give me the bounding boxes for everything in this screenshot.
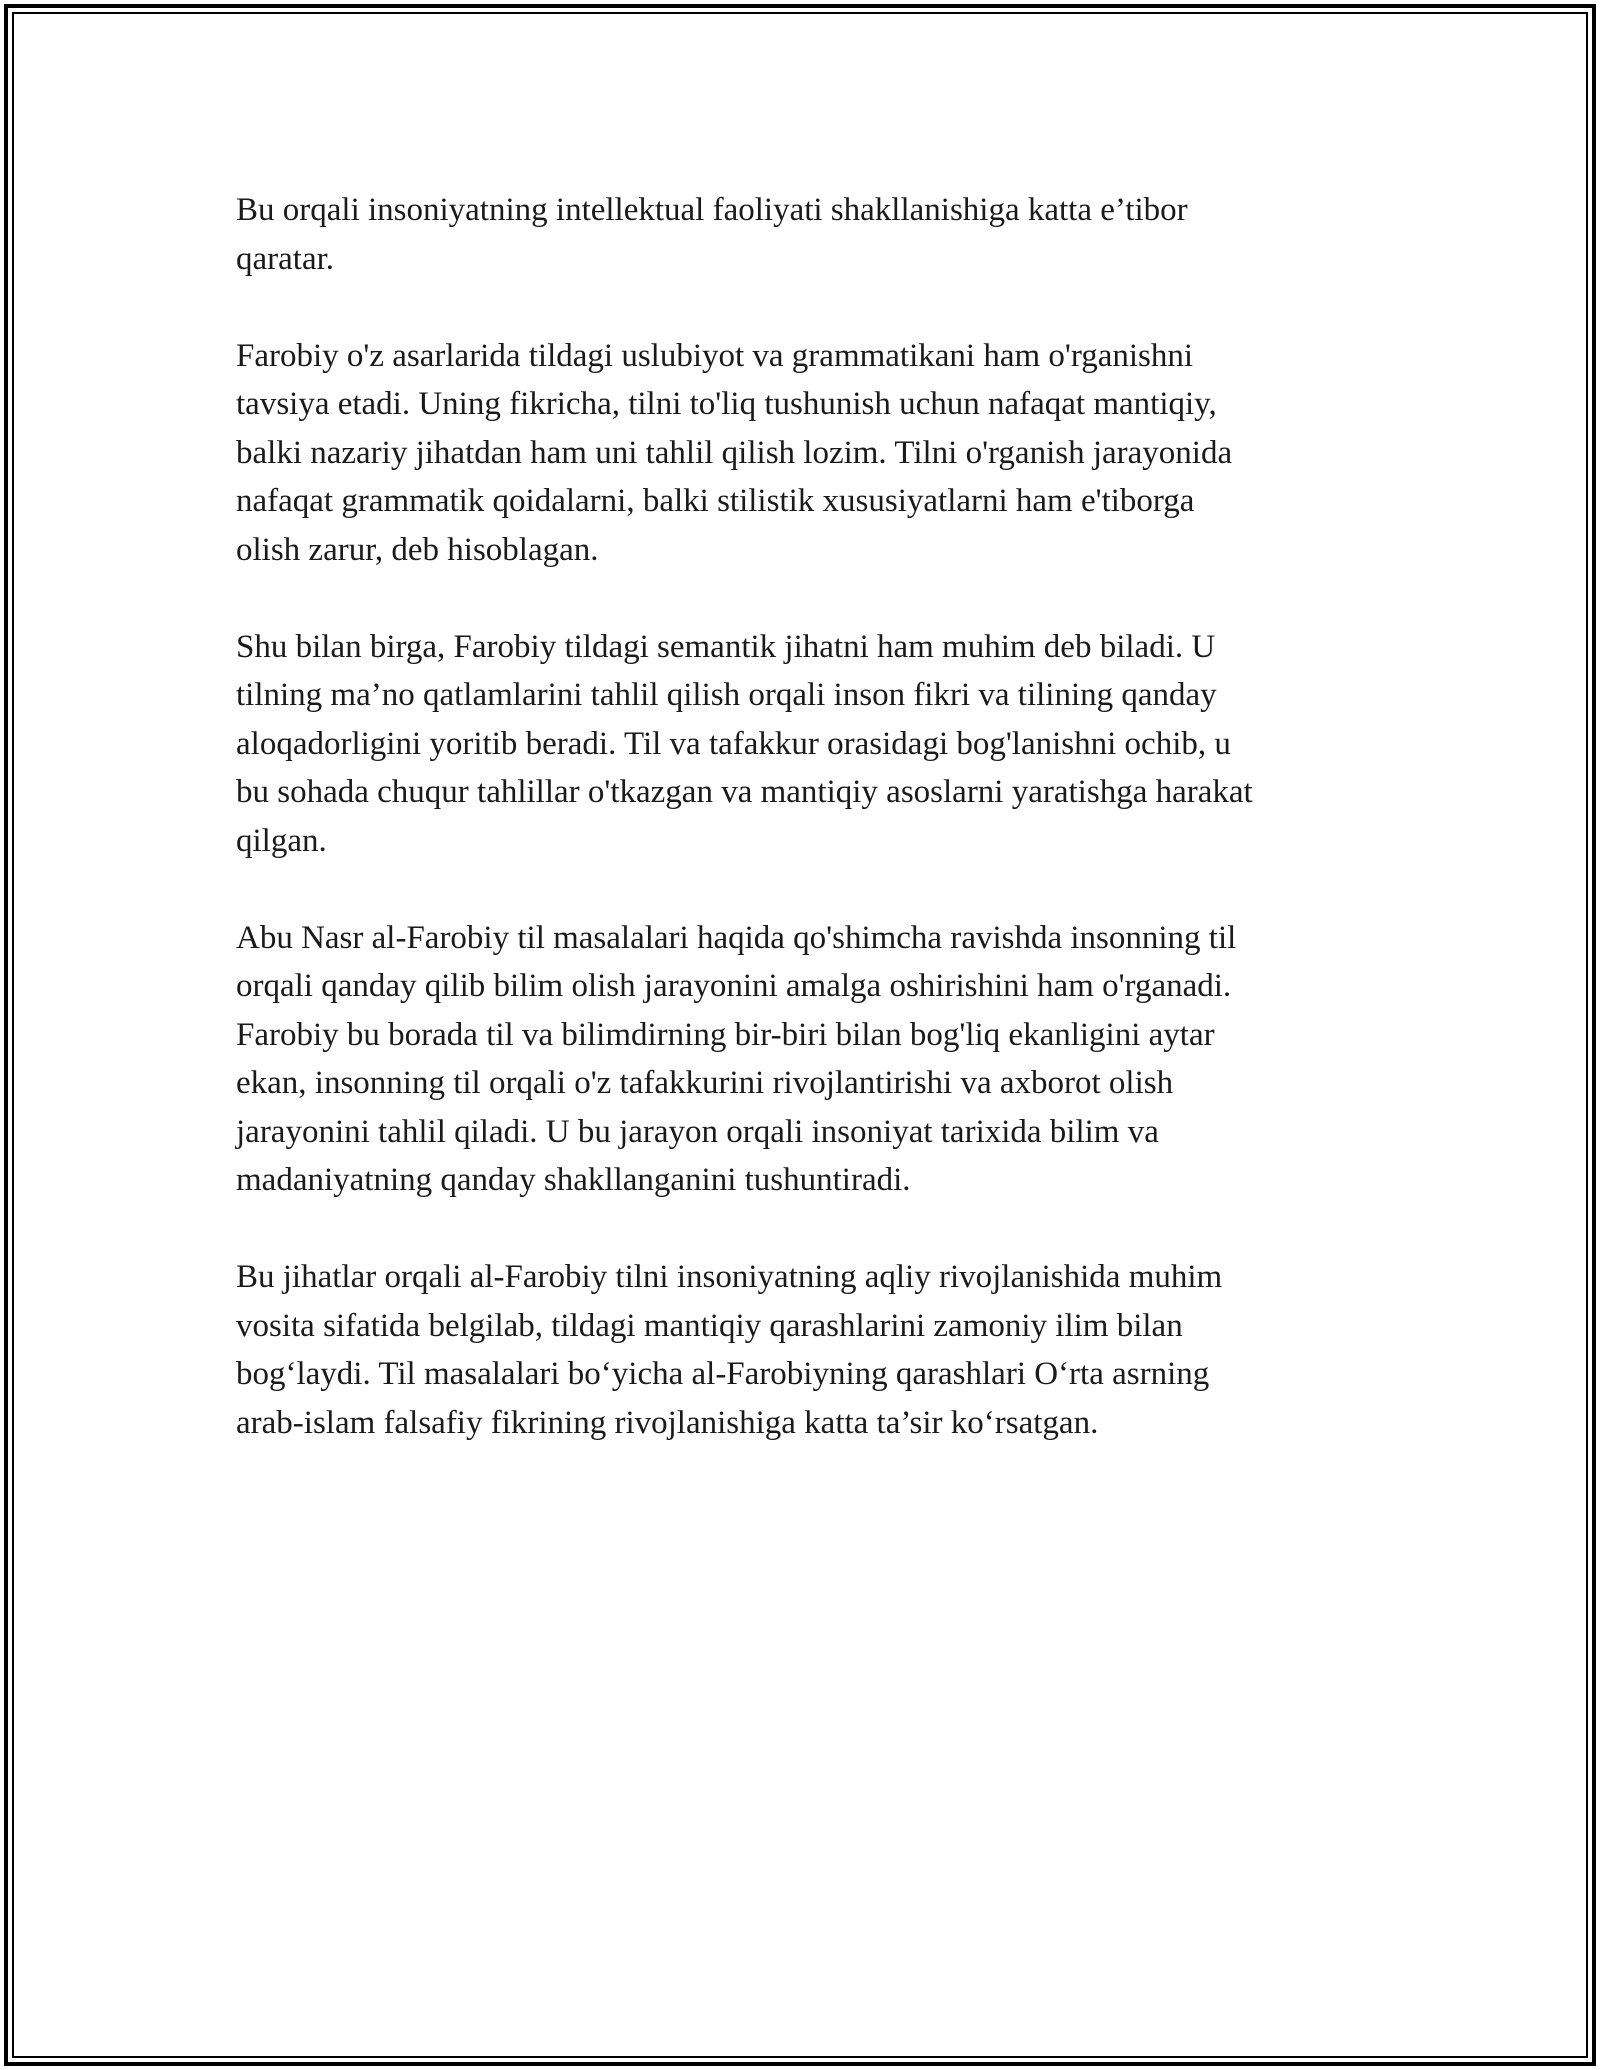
paragraph-3: Shu bilan birga, Farobiy tildagi semantik jihatni ham muhim deb biladi. U tilning ma’no qatlamlarini tahlil qilish orqali inson fikri va tilining qanday aloqadorligini yoritib beradi. Til va tafakkur orasidagi bog'lanishni ochib, u bu sohada chuqur tahlillar o'tkazgan va mantiqiy asoslarni yaratishga harakat qilgan.	[236, 628, 1253, 859]
paragraph-4: Abu Nasr al-Farobiy til masalalari haqida qo'shimcha ravishda insonning til orqali qanday qilib bilim olish jarayonini amalga oshirishini ham o'rganadi. Farobiy bu borada til va bilimdirning bir-biri bilan bog'liq ekanligini aytar ekan, insonning til orqali o'z tafakkurini rivojlantirishi va axborot olish jarayonini tahlil qiladi. U bu jarayon orqali insoniyat tarixida bilim va madaniyatning qanday shakllanganini tushuntiradi.	[236, 919, 1237, 1198]
paragraph-1: Bu orqali insoniyatning intellektual faoliyati shakllanishiga katta e’tibor qaratar.	[236, 192, 1188, 277]
document-body	[236, 186, 1386, 1496]
paragraph-5: Bu jihatlar orqali al-Farobiy tilni insoniyatning aqliy rivojlanishida muhim vosita sifatida belgilab, tildagi mantiqiy qarashlarini zamoniy ilim bilan bog‘laydi. Til masalalari bo‘yicha al-Farobiyning qarashlari O‘rta asrning arab-islam falsafiy fikrining rivojlanishiga katta ta’sir ko‘rsatgan.	[236, 1259, 1223, 1441]
paragraph-2: Farobiy o'z asarlarida tildagi uslubiyot va grammatikani ham o'rganishni tavsiya etadi. Uning fikricha, tilni to'liq tushunish uchun nafaqat mantiqiy, balki nazariy jihatdan ham uni tahlil qilish lozim. Tilni o'rganish jarayonida nafaqat grammatik qoidalarni, balki stilistik xususiyatlarni ham e'tiborga olish zarur, deb hisoblagan.	[236, 337, 1233, 568]
